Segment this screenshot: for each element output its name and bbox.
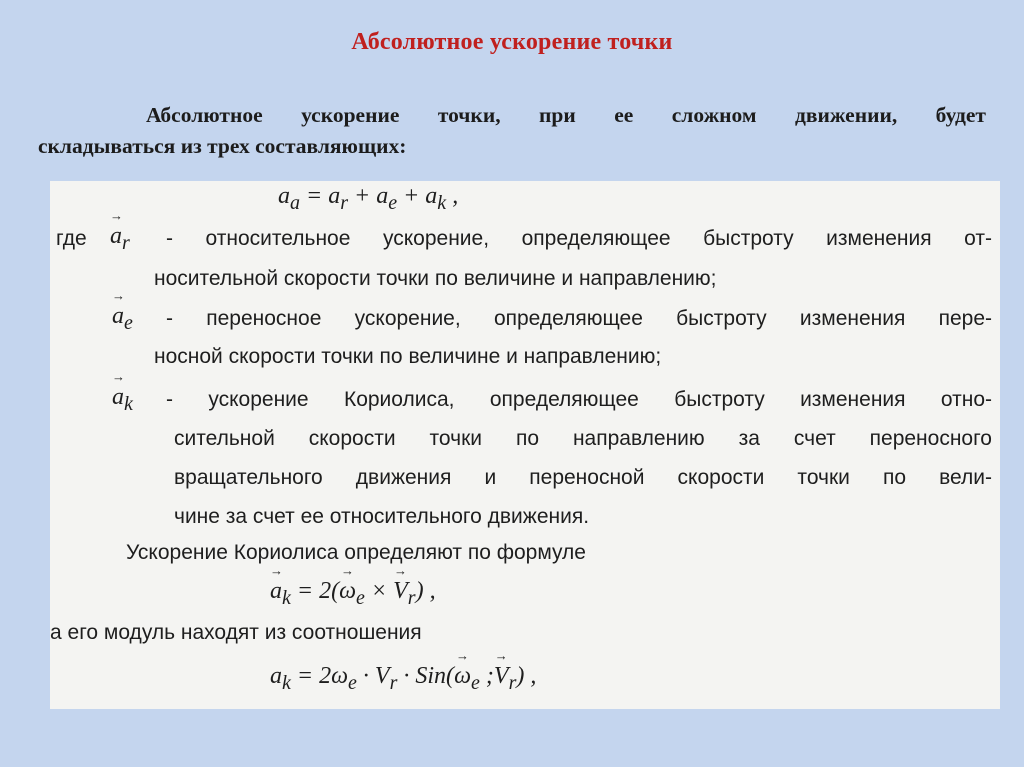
def-a-e-line-1: - переносное ускорение, определяющее быстроту изменения пере-: [166, 307, 992, 330]
formula-modulus: $a_k = 2\omega_e \cdot V_r \cdot Sin(\to \omega_e$ ;→ $V_r$) ,: [270, 663, 536, 695]
scanned-text-image: [50, 181, 1000, 709]
intro-line-2: складываться из трех составляющих:: [38, 134, 407, 158]
coriolis-intro: Ускорение Кориолиса определяют по формуле: [126, 541, 586, 564]
label-gde: где: [56, 227, 87, 250]
def-a-k-line-3: вращательного движения и переносной скорости точки по вели-: [174, 466, 992, 489]
formula-coriolis: → $a_k = 2(\to \omega_e$ × → $V_r$) ,: [270, 578, 436, 610]
modulus-intro: а его модуль находят из соотношения: [50, 621, 422, 644]
symbol-a-e: → $a_e$: [112, 303, 133, 335]
def-a-k-line-4: чине за счет ее относительного движения.: [174, 505, 590, 528]
def-a-r-line-1: - относительное ускорение, определяющее быстроту изменения от-: [166, 227, 992, 250]
slide-title: Абсолютное ускорение точки: [351, 29, 673, 55]
intro-line-1: Абсолютное ускорение точки, при ее сложном движении, будет: [146, 103, 986, 127]
symbol-a-k: → $a_k$: [112, 384, 133, 416]
formula-absolute-acceleration: → $a_a$ = → $a_r$ + → $a_e$ + → $a_k$ ,: [278, 183, 458, 215]
def-a-e-line-2: носной скорости точки по величине и направлению;: [154, 345, 662, 368]
symbol-a-r: → $a_r$: [110, 223, 130, 255]
def-a-r-line-2: носительной скорости точки по величине и направлению;: [154, 267, 717, 290]
intro-text: [38, 100, 986, 162]
def-a-k-line-1: - ускорение Кориолиса, определяющее быстроту изменения отно-: [166, 388, 992, 411]
def-a-k-line-2: сительной скорости точки по направлению за счет переносного: [174, 427, 992, 450]
